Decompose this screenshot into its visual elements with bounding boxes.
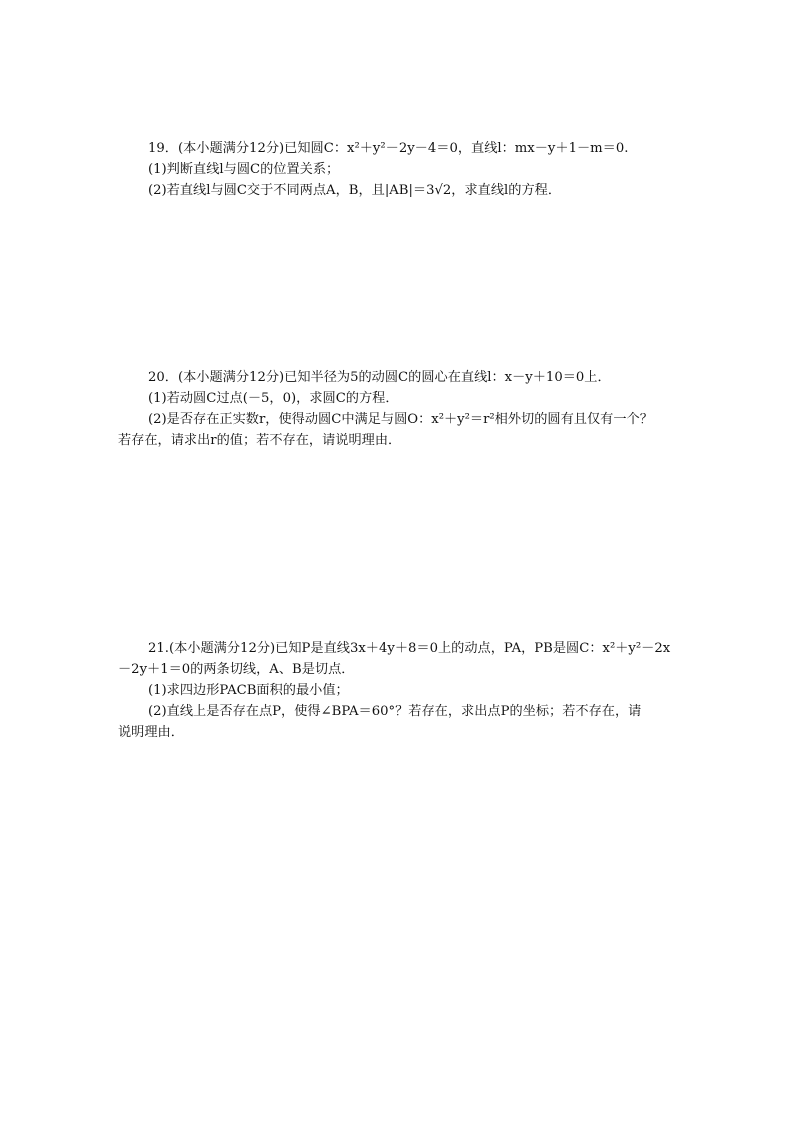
problem-21-statement-continued: －2y＋1＝0的两条切线，A、B是切点．	[118, 662, 355, 677]
problem-21-part-2: (2)直线上是否存在点P，使得∠BPA＝60°？若存在，求出点P的坐标；若不存在，请	[148, 704, 642, 719]
problem-19	[118, 138, 678, 201]
problem-20-part-2: (2)是否存在正实数r，使得动圆C中满足与圆O：x²＋y²＝r²相外切的圆有且仅有一个？	[148, 412, 653, 427]
problem-19-part-1: (1)判断直线l与圆C的位置关系；	[148, 162, 340, 177]
problem-21-part-2-continued: 说明理由．	[118, 725, 184, 740]
problem-20-statement: 20．(本小题满分12分)已知半径为5的动圆C的圆心在直线l：x－y＋10＝0上．	[148, 370, 611, 385]
problem-21	[118, 638, 678, 743]
problem-19-part-2: (2)若直线l与圆C交于不同两点A，B，且|AB|＝3√2，求直线l的方程．	[148, 183, 562, 198]
problem-21-statement: 21.(本小题满分12分)已知P是直线3x＋4y＋8＝0上的动点，PA，PB是圆C：x²＋y²－2x	[148, 641, 671, 656]
problem-20	[118, 367, 678, 451]
problem-19-statement: 19．(本小题满分12分)已知圆C：x²＋y²－2y－4＝0，直线l：mx－y＋1－m＝0.	[148, 141, 629, 156]
problem-20-part-2-continued: 若存在，请求出r的值；若不存在，请说明理由．	[118, 433, 402, 448]
problem-21-part-1: (1)求四边形PACB面积的最小值；	[148, 683, 349, 698]
problem-20-part-1: (1)若动圆C过点(－5，0)，求圆C的方程．	[148, 391, 399, 406]
